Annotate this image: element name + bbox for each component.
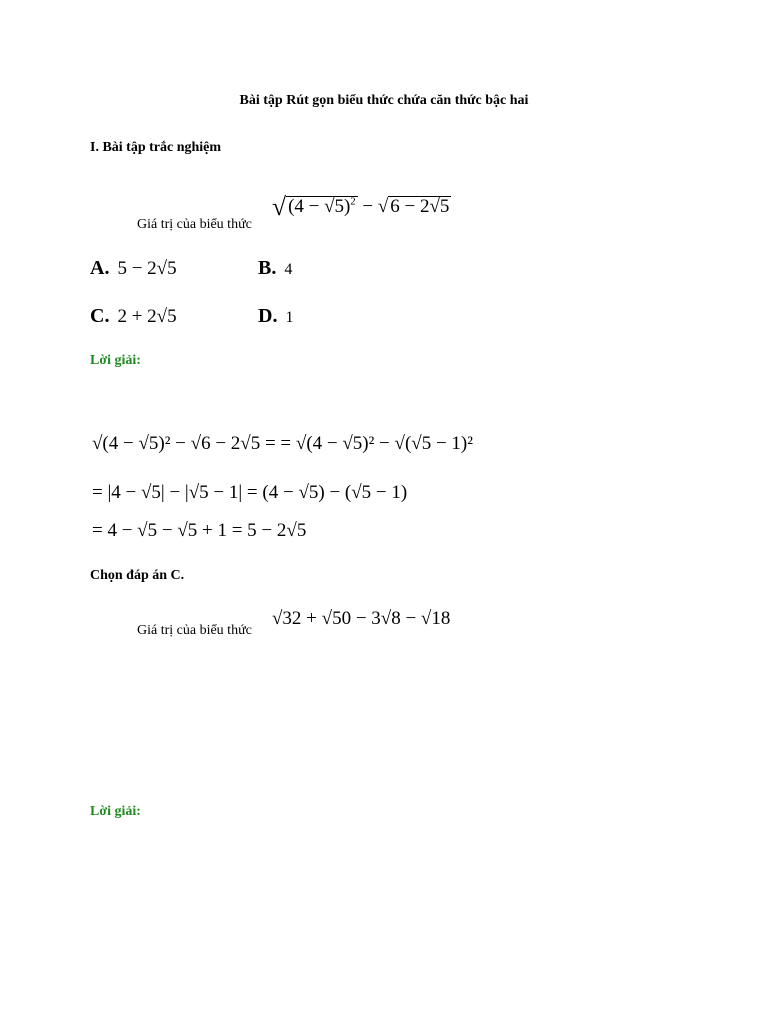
solution-label-2: Lời giải: [90, 804, 141, 819]
question1-expression: √ $(4 - √5)^2$ − √ 6 − 2√5 [272, 192, 450, 221]
page-title: Bài tập Rút gọn biểu thức chứa căn thức bậc hai [239, 93, 529, 108]
question2-prompt: Giá trị của biểu thức [137, 623, 252, 638]
answer-text: Chọn đáp án C. [90, 568, 185, 583]
option-c[interactable]: C. 2 + 2√5 [90, 305, 177, 327]
option-d[interactable]: D. 1 [258, 305, 294, 327]
option-a[interactable]: A. 5 − 2√5 [90, 257, 177, 279]
section-heading: I. Bài tập trắc nghiệm [90, 140, 222, 155]
option-b[interactable]: B. 4 [258, 257, 293, 279]
question2-expression: √32 + √50 − 3√8 − √18 [272, 608, 451, 629]
question1-prompt: Giá trị của biểu thức [137, 217, 252, 232]
solution-label-1: Lời giải: [90, 353, 141, 368]
solution-line-1: √(4 − √5)² − √6 − 2√5 = = √(4 − √5)² − √(√5 − 1)² [92, 433, 473, 454]
solution-line-3: = 4 − √5 − √5 + 1 = 5 − 2√5 [92, 520, 307, 541]
solution-line-2: = |4 − √5| − |√5 − 1| = (4 − √5) − (√5 − 1) [92, 482, 408, 503]
